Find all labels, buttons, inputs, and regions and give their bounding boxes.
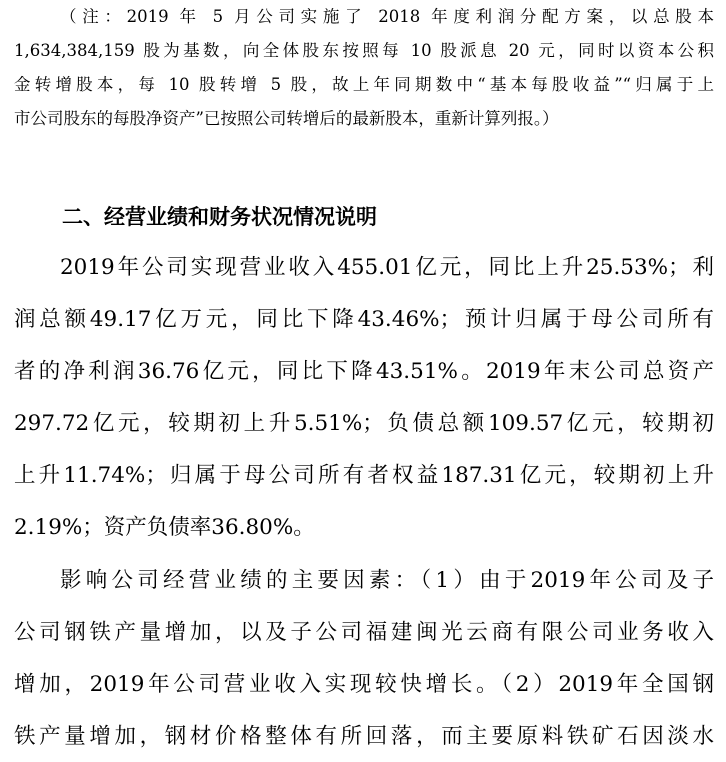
paragraph-line: 2019年公司实现营业收入455.01亿元，同比上升25.53%；利	[60, 255, 714, 280]
paragraph-line: 297.72亿元，较期初上升5.51%；负债总额109.57亿元，较期初	[14, 411, 714, 436]
note-line: 市公司股东的每股净资产”已按照公司转增后的最新股本，重新计算列报。）	[14, 109, 559, 128]
paragraph-line: 铁产量增加，钢材价格整体有所回落，而主要原料铁矿石因淡水	[14, 724, 714, 749]
note-line: 金转增股本，每 10 股转增 5 股，故上年同期数中“基本每股收益”“归属于上	[14, 75, 714, 94]
note-line: （注：2019 年 5 月公司实施了 2018 年度利润分配方案，以总股本	[60, 7, 714, 26]
paragraph-line: 影响公司经营业绩的主要因素：（1）由于2019年公司及子	[60, 568, 714, 593]
paragraph-line: 2.19%；资产负债率36.80%。	[14, 515, 315, 540]
paragraph-line: 者的净利润36.76亿元，同比下降43.51%。2019年末公司总资产	[14, 359, 714, 384]
paragraph-line: 增加，2019年公司营业收入实现较快增长。（2）2019年全国钢	[14, 672, 714, 697]
paragraph-line: 上升11.74%；归属于母公司所有者权益187.31亿元，较期初上升	[14, 463, 714, 488]
paragraph-line: 公司钢铁产量增加，以及子公司福建闽光云商有限公司业务收入	[14, 620, 714, 645]
section-heading: 二、经营业绩和财务状况情况说明	[62, 204, 377, 229]
note-line: 1,634,384,159 股为基数，向全体股东按照每 10 股派息 20 元，同时以资本公积	[14, 41, 714, 60]
paragraph-line: 润总额49.17亿万元，同比下降43.46%；预计归属于母公司所有	[14, 307, 714, 332]
